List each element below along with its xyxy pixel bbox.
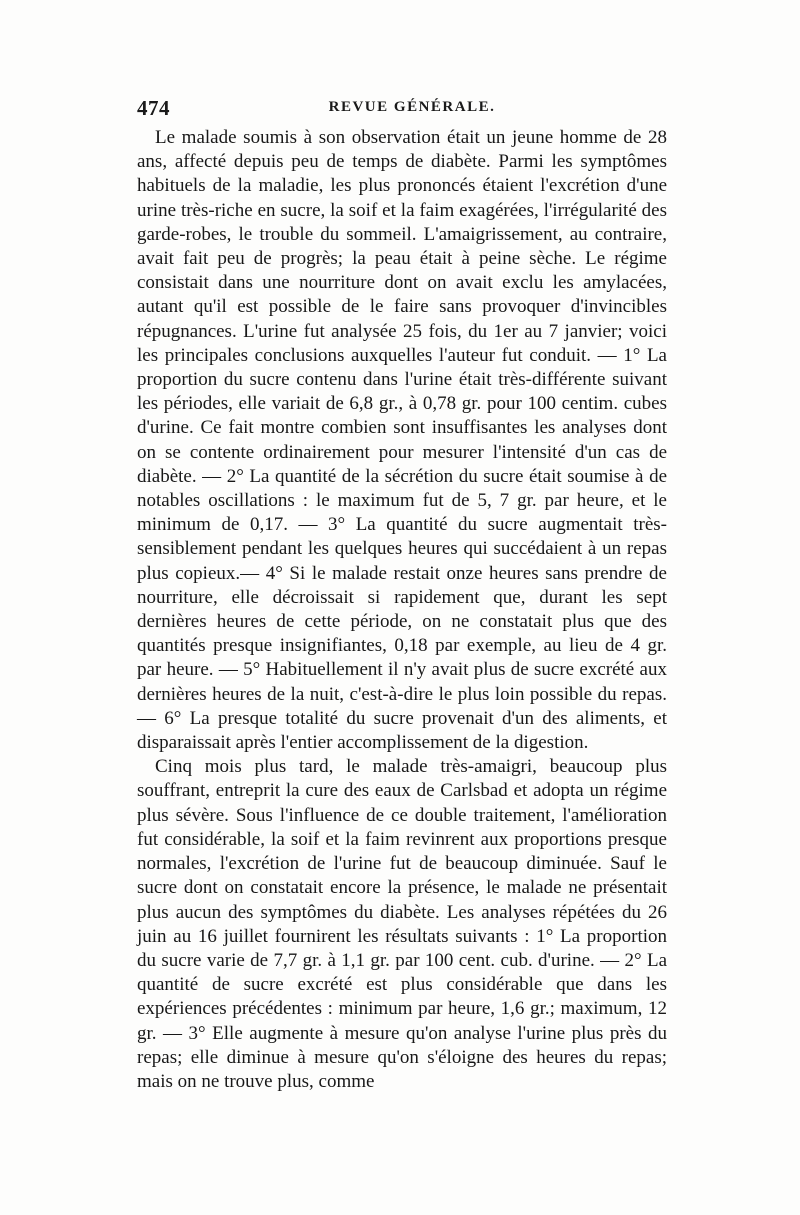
- paragraph-1: Le malade soumis à son observation était un jeune homme de 28 ans, affecté depuis peu de temps de diabète. Parmi les symptômes habituels de la maladie, les plus prononcés étaient l'excrétion d'une urine très-riche en sucre, la soif et la faim exagérées, l'irrégularité des garde-robes, le trouble du sommeil. L'amaigrissement, au contraire, avait fait peu de progrès; la peau était à peine sèche. Le régime consistait dans une nourriture dont on avait exclu les amylacées, autant qu'il est possible de le faire sans provoquer d'invincibles répugnances. L'urine fut analysée 25 fois, du 1er au 7 janvier; voici les principales conclusions auxquelles l'auteur fut conduit. — 1° La proportion du sucre contenu dans l'urine était très-différente suivant les périodes, elle variait de 6,8 gr., à 0,78 gr. pour 100 centim. cubes d'urine. Ce fait montre combien sont insuffisantes les analyses dont on se contente ordinairement pour mesurer l'intensité d'un cas de diabète. — 2° La quantité de la sécrétion du sucre était soumise à de notables oscillations : le maximum fut de 5, 7 gr. par heure, et le minimum de 0,17. — 3° La quantité du sucre augmentait très-sensiblement pendant les quelques heures qui succédaient à un repas plus copieux.— 4° Si le malade restait onze heures sans prendre de nourriture, elle décroissait si rapidement que, durant les sept dernières heures de cette période, on ne constatait plus que des quantités presque insignifiantes, 0,18 par exemple, au lieu de 4 gr. par heure. — 5° Habituellement il n'y avait plus de sucre excrété aux dernières heures de la nuit, c'est-à-dire le plus loin possible du repas. — 6° La presque totalité du sucre provenait d'un des aliments, et disparaissait après l'entier accomplissement de la digestion.: [137, 127, 667, 754]
- page-header: [137, 96, 667, 126]
- page-number: 474: [137, 96, 170, 120]
- paragraph-2: Cinq mois plus tard, le malade très-amaigri, beaucoup plus souffrant, entreprit la cure des eaux de Carlsbad et adopta un régime plus sévère. Sous l'influence de ce double traitement, l'amélioration fut considérable, la soif et la faim revinrent aux proportions presque normales, l'excrétion de l'urine fut de beaucoup diminuée. Sauf le sucre dont on constatait encore la présence, le malade ne présentait plus aucun des symptômes du diabète. Les analyses répétées du 26 juin au 16 juillet fournirent les résultats suivants : 1° La proportion du sucre varie de 7,7 gr. à 1,1 gr. par 100 cent. cub. d'urine. — 2° La quantité de sucre excrété est plus considérable que dans les expériences précédentes : minimum par heure, 1,6 gr.; maximum, 12 gr. — 3° Elle augmente à mesure qu'on analyse l'urine plus près du repas; elle diminue à mesure qu'on s'éloigne des heures du repas; mais on ne trouve plus, comme: [137, 756, 667, 1092]
- body-text: [137, 126, 667, 1094]
- running-title: REVUE GÉNÉRALE.: [328, 99, 496, 115]
